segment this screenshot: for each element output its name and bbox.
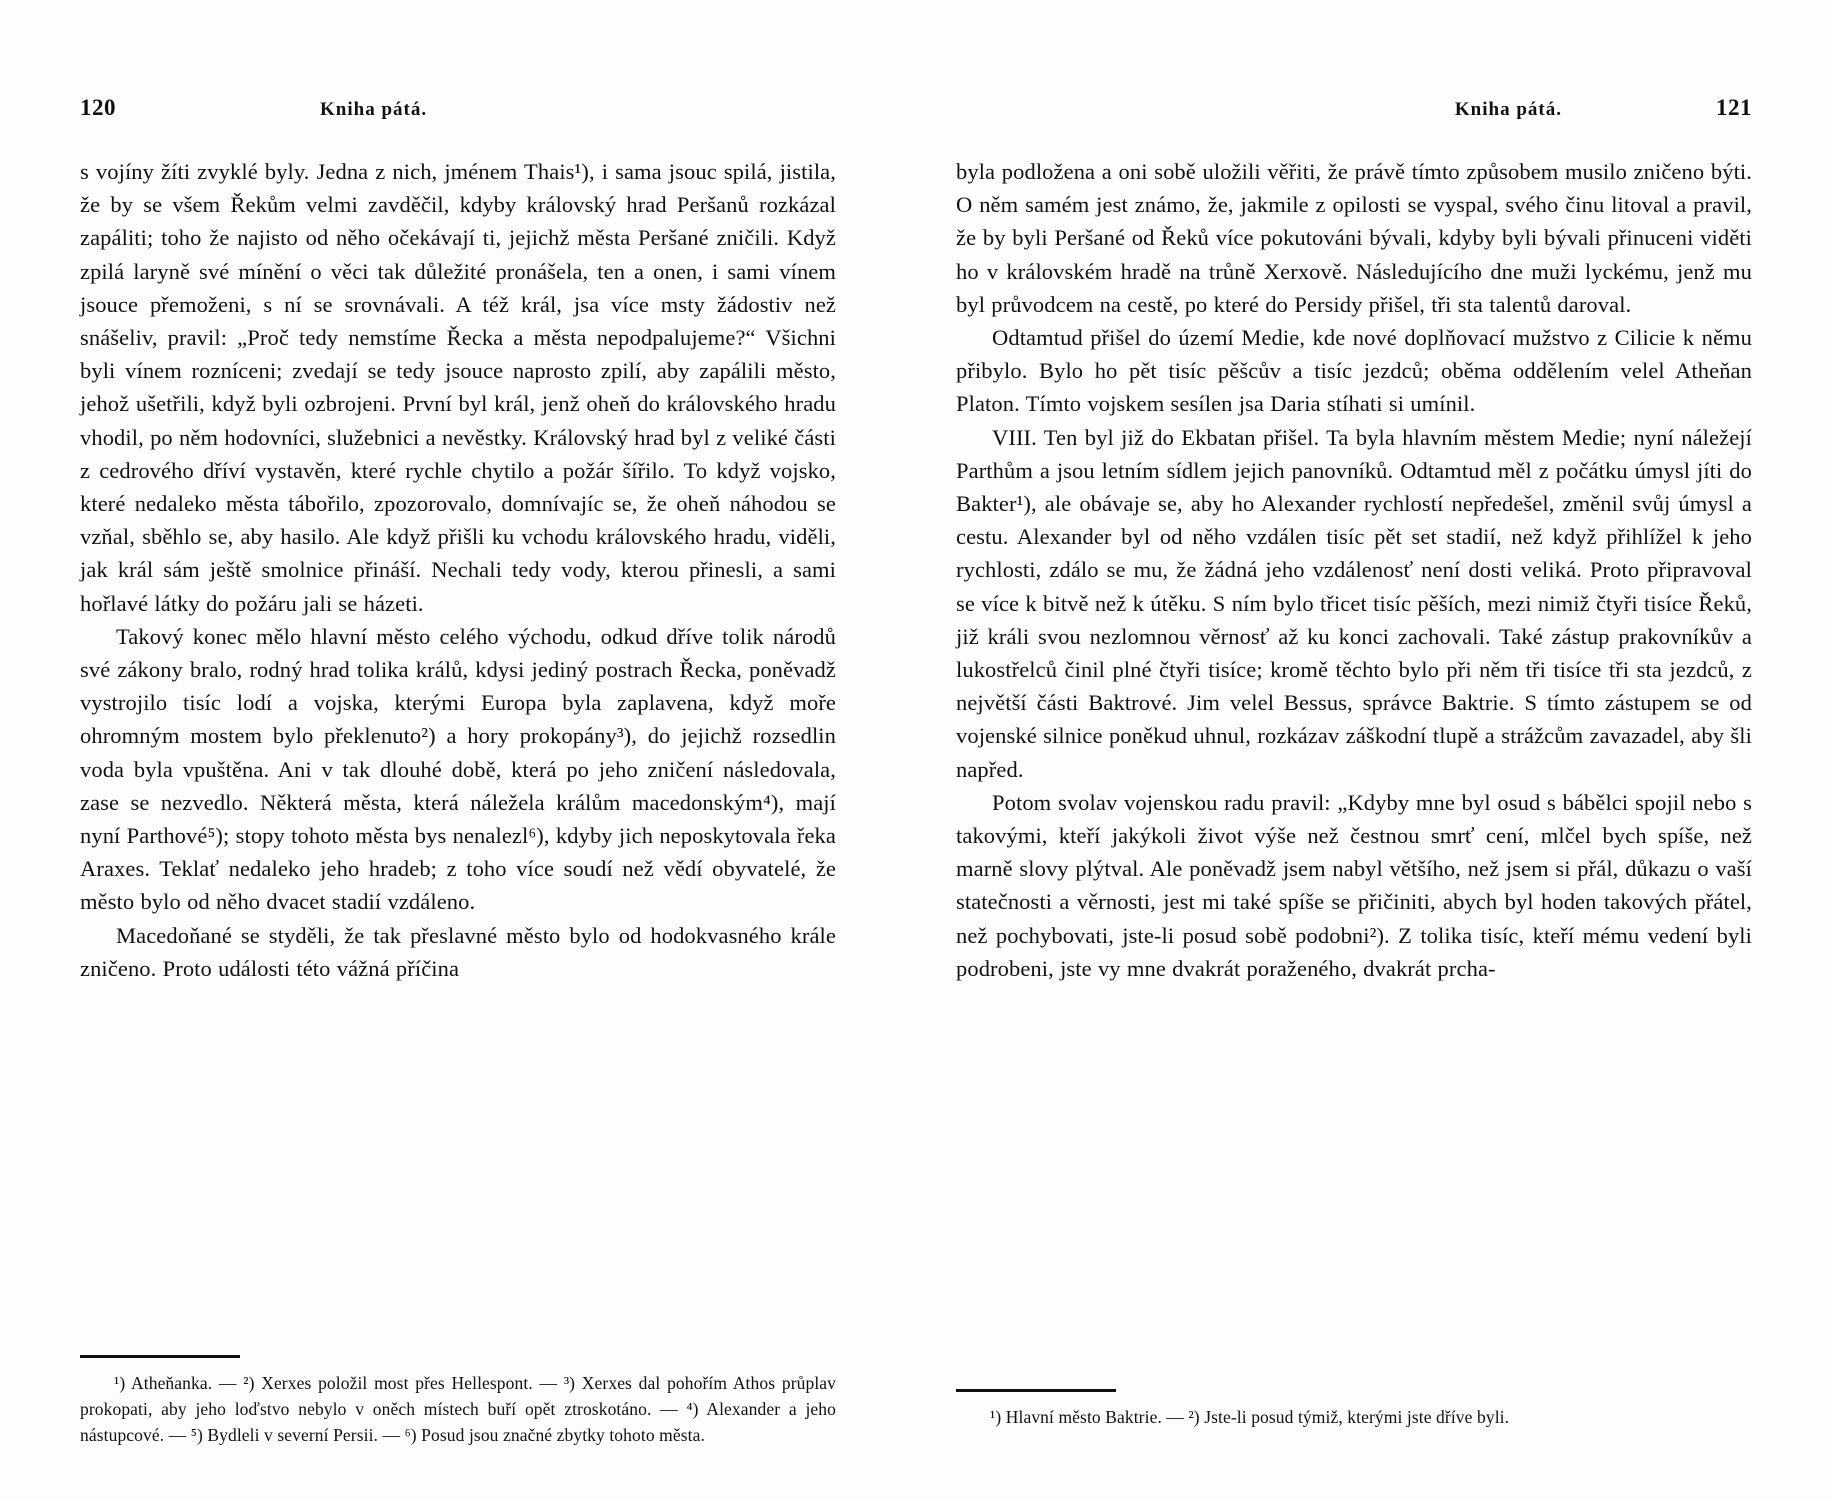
paragraph: s vojíny žíti zvyklé byly. Jedna z nich, jménem Thais¹), i sama jsouc spilá, jistila, že by se všem Řekům velmi zavděčil, kdyby královský hrad Peršanů rozkázal zapáliti; toho že najisto od něho očekávají ti, jejichž města Peršané zničili. Když zpilá laryně své mínění o věci tak důležité pronášela, ten a onen, i sami vínem jsouce přemoženi, s ní se srovnávali. A též král, jsa více msty žádostiv než snášeliv, pravil: „Proč tedy nemstíme Řecka a města nepodpalujeme?“ Všichni byli vínem rozníceni; zvedají se tedy jsouce naprosto zpilí, aby zapálili město, jehož ušetřili, když byli ozbrojeni. První byl král, jenž oheň do královského hradu vhodil, po něm hodovníci, služebnici a nevěstky. Královský hrad byl z veliké části z cedrového dříví vystavěn, které rychle chytilo a požár šířilo. To když vojsko, které nedaleko města tábořilo, zpozorovalo, domnívajíc se, že oheň náhodou se vzňal, sběhlo se, aby hasilo. Ale když přišli ku vchodu královského hradu, viděli, jak král sám ještě smolnice přináší. Nechali tedy vody, kterou přinesli, a sami hořlavé látky do požáru jali se házeti. [80, 159, 836, 616]
paragraph: Odtamtud přišel do území Medie, kde nové doplňovací mužstvo z Cilicie k němu přibylo. Bylo ho pět tisíc pěšcův a tisíc jezdců; oběma oddělením velel Atheňan Platon. Tímto vojskem sesílen jsa Daria stíhati si umínil. [956, 325, 1752, 417]
footnote: ¹) Hlavní město Baktrie. — ²) Jste-li posud týmiž, kterými jste dříve byli. [990, 1407, 1510, 1427]
paragraph: byla podložena a oni sobě uložili věřiti, že právě tímto způsobem musilo zničeno býti. O něm samém jest známo, že, jakmile z opilosti se vyspal, svého činu litoval a pravil, že by byli Peršané od Řeků více pokutováni bývali, kdyby byli bývali přinuceni viděti ho v královském hradě na trůně Xerxově. Následujícího dne muži lyckému, jenž mu byl průvodcem na cestě, po které do Persidy přišel, tři sta talentů daroval. [956, 159, 1752, 317]
paragraph: VIII. Ten byl již do Ekbatan přišel. Ta byla hlavním městem Medie; nyní náležejí Parthům a jsou letním sídlem jejich panovníků. Odtamtud měl z počátku úmysl jíti do Bakter¹), ale obávaje se, aby ho Alexander rychlostí nepředešel, změnil svůj úmysl a cestu. Alexander byl od něho vzdálen tisíc pět set stadií, než když přihlížel k jeho rychlosti, zdálo se mu, že žádná jeho vzdálenosť není dosti veliká. Proto připravoval se více k bitvě než k útěku. S ním bylo třicet tisíc pěších, mezi nimiž čtyři tisíce Řeků, již králi svou nezlomnou věrnosť až ku konci zachovali. Také zástup prakovníkův a lukostřelců činil plné čtyři tisíce; kromě těchto bylo při něm tři tisíce tři sta jezdců, z největší části Baktrové. Jim velel Bessus, správce Baktrie. S tímto zástupem se od vojenské silnice poněkud uhnul, rozkázav záškodní tlupě a strážcům zavazadel, aby šli napřed. [956, 424, 1752, 782]
right-page-number: 121 [1716, 95, 1752, 120]
footnote-separator-rule [956, 1389, 1116, 1392]
left-text-column [80, 155, 836, 985]
right-running-head [956, 95, 1752, 129]
paragraph: Macedoňané se styděli, že tak přeslavné město bylo od hodokvasného krále zničeno. Proto události této vážná příčina [80, 922, 836, 981]
right-footnote-area [956, 1389, 1752, 1430]
left-footnote-area [80, 1355, 836, 1448]
left-running-head [80, 95, 836, 129]
left-page-number: 120 [80, 95, 116, 120]
paragraph: Potom svolav vojenskou radu pravil: „Kdyby mne byl osud s bábělci spojil nebo s takovými, kteří jakýkoli život výše než čestnou smrť cení, mlčel bych spíše, než marně slovy plýtval. Ale poněvadž jsem nabyl většího, než jsem si přál, důkazu o vaší statečnosti a věrnosti, jest mi také spíše se přičiniti, abych byl hoden takových přátel, než pochybovati, jste-li posud sobě podobni²). Z tolika tisíc, kteří mému vedení byli podrobeni, jste vy mne dvakrát poraženého, dvakrát prcha- [956, 789, 1752, 981]
right-text-column [956, 155, 1752, 985]
right-header-title: Kniha pátá. [1454, 99, 1562, 120]
footnote: ¹) Atheňanka. — ²) Xerxes položil most přes Hellespont. — ³) Xerxes dal pohořím Athos průplav prokopati, aby jeho loďstvo nebylo v oněch místech buří opět ztroskotáno. — ⁴) Alexander a jeho nástupcové. — ⁵) Bydleli v severní Persii. — ⁶) Posud jsou značné zbytky tohoto města. [80, 1373, 836, 1445]
left-header-title: Kniha pátá. [320, 99, 428, 120]
paragraph: Takový konec mělo hlavní město celého východu, odkud dříve tolik národů své zákony bralo, rodný hrad tolika králů, kdysi jediný postrach Řecka, poněvadž vystrojilo tisíc lodí a vojska, kterými Europa byla zaplavena, když moře ohromným mostem bylo překlenuto²) a hory prokopány³), do jejichž rozsedlin voda byla vpuštěna. Ani v tak dlouhé době, která po jeho zničení následovala, zase se nezvedlo. Některá města, která náležela králům macedonským⁴), mají nyní Parthové⁵); stopy tohoto města bys nenalezl⁶), kdyby jich neposkytovala řeka Araxes. Teklať nedaleko jeho hradeb; z toho více soudí než vědí obyvatelé, že město bylo od něho dvacet stadií vzdáleno. [80, 623, 836, 915]
footnote-separator-rule [80, 1355, 240, 1358]
right-page [916, 0, 1832, 1500]
